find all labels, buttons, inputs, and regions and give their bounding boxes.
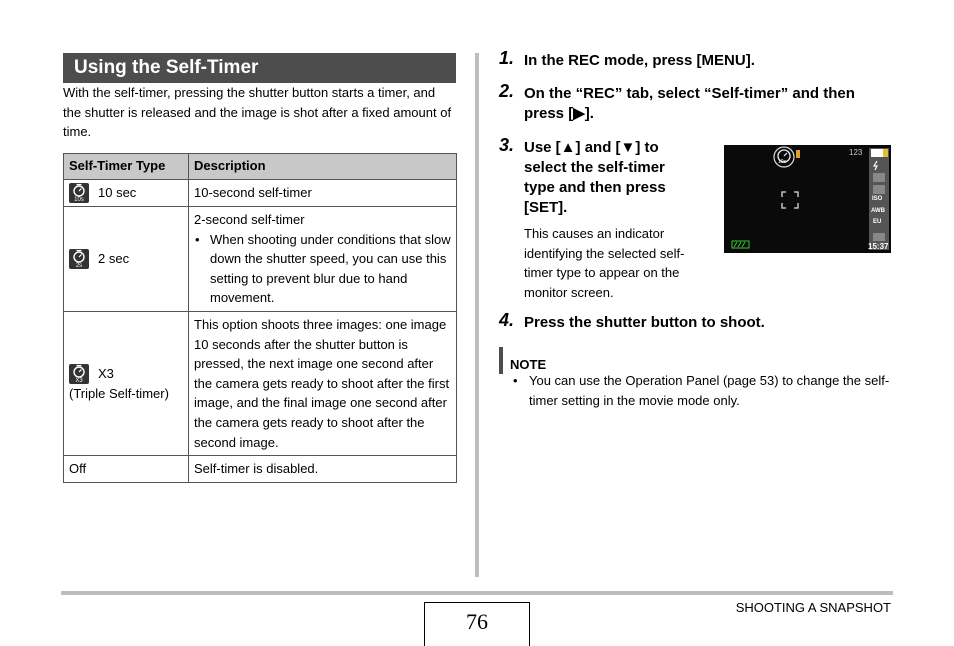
- description-cell: This option shoots three images: one image 10 seconds after the shutter button is pressed, the next image one second after the camera gets ready to shoot after the first image, and the final image one second after the camera gets ready to shoot after the second image.: [189, 311, 457, 455]
- note-label: NOTE: [510, 357, 547, 372]
- intro-paragraph: With the self-timer, pressing the shutter button starts a timer, and the shutter is released and the image is shot after a fixed amount of time.: [63, 85, 452, 140]
- step-text: On the “REC” tab, select “Self-timer” and then press [▶].: [524, 85, 855, 122]
- type-cell: [64, 311, 189, 455]
- bullet-item: • When shooting under conditions that slow down the shutter speed, you can use this setting to prevent blur due to hand movement.: [194, 230, 451, 308]
- type-cell: [64, 180, 189, 207]
- type-label: X3: [98, 365, 114, 381]
- type-sublabel: (Triple Self-timer): [69, 385, 169, 401]
- icon-badge-label: 10s: [74, 197, 84, 203]
- iso-indicator: ISO: [872, 196, 883, 202]
- icon-badge-label: 2s: [75, 262, 83, 269]
- monitor-timer-label: 10s: [778, 159, 787, 165]
- header-type: Self-Timer Type: [64, 154, 189, 180]
- step-text: Use [▲] and [▼] to select the self-timer type and then press [SET].: [524, 139, 666, 216]
- camera-monitor-graphic: [724, 145, 891, 253]
- step-text: Press the shutter button to shoot.: [524, 314, 765, 331]
- step-number: 2.: [499, 81, 515, 101]
- step-number: 1.: [499, 48, 515, 68]
- note-list: [512, 371, 897, 411]
- step-description: This causes an indicator identifying the selected self-timer type to appear on the monitor screen.: [524, 226, 685, 300]
- step-number: 3.: [499, 135, 515, 155]
- self-timer-10s-icon: [69, 183, 89, 203]
- note-item: • You can use the Operation Panel (page 53) to change the self-timer setting in the movie mode only.: [512, 371, 897, 411]
- self-timer-triple-icon: [69, 364, 89, 384]
- step-text: In the REC mode, press [MENU].: [524, 52, 755, 69]
- icon-badge-label: X3: [75, 377, 83, 384]
- description-bullets: [194, 230, 451, 308]
- footer-rule: [61, 591, 893, 595]
- awb-indicator: AWB: [871, 208, 885, 214]
- type-cell: Off: [64, 456, 189, 483]
- type-label: 10 sec: [98, 185, 137, 201]
- type-cell: [64, 207, 189, 312]
- ev-indicator: EU: [873, 219, 882, 225]
- table-row: [64, 456, 457, 483]
- description-cell: 10-second self-timer: [189, 180, 457, 207]
- description-cell: Self-timer is disabled.: [189, 456, 457, 483]
- table-header-row: [64, 154, 457, 180]
- camera-monitor-screen: [724, 145, 891, 253]
- table-row: [64, 207, 457, 312]
- table-row: [64, 311, 457, 455]
- column-divider: [475, 53, 479, 577]
- page-number: 76: [424, 602, 530, 646]
- footer-section-name: SHOOTING A SNAPSHOT: [735, 600, 891, 615]
- time-indicator: 15:37: [868, 242, 889, 251]
- note-marker: [499, 347, 503, 374]
- step-number: 4.: [499, 310, 515, 330]
- type-label: 2 sec: [98, 251, 130, 267]
- self-timer-table: [63, 153, 457, 483]
- header-description: Description: [189, 154, 457, 180]
- description-cell: [189, 207, 457, 312]
- section-title: Using the Self-Timer: [63, 53, 456, 83]
- shot-count: 123: [849, 148, 863, 157]
- self-timer-2s-icon: [69, 249, 89, 269]
- table-row: [64, 180, 457, 207]
- description-text: 2-second self-timer: [194, 212, 305, 227]
